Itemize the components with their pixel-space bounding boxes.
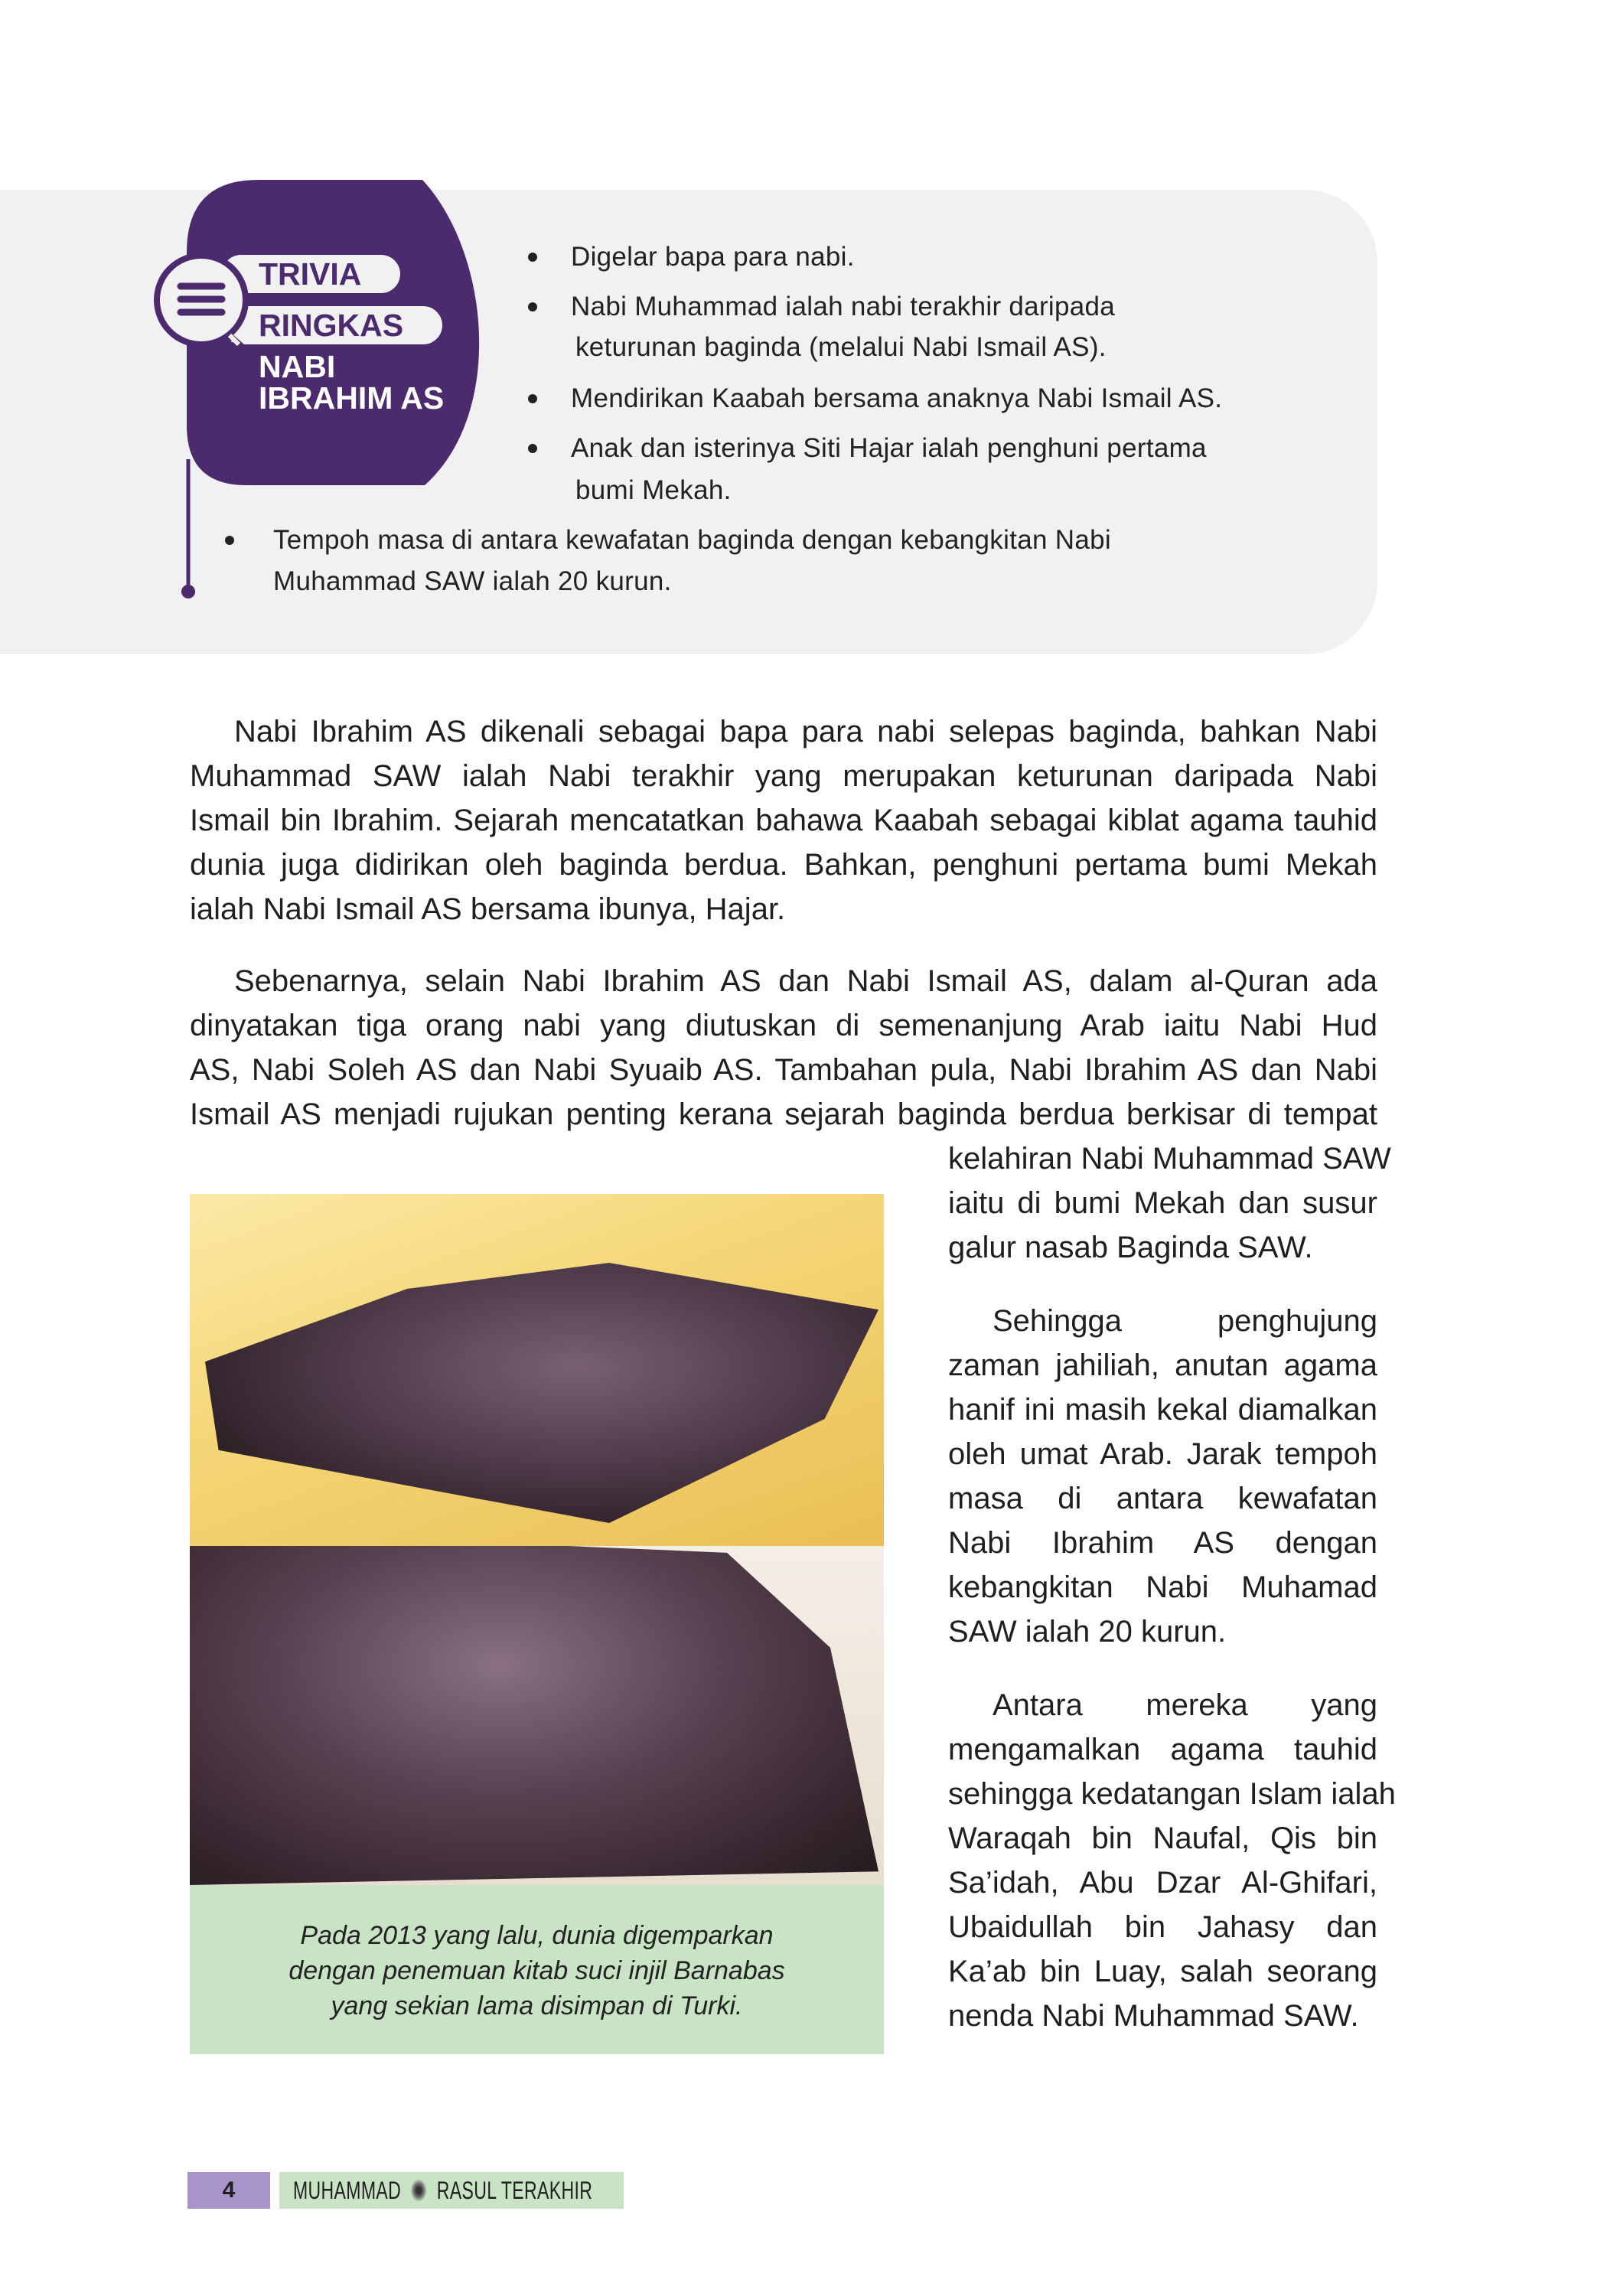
book-title-right: RASUL TERAKHIR: [436, 2177, 593, 2204]
text-line: Ubaidullah bin Jahasy dan: [948, 1910, 1377, 1944]
text-line: dinyatakan tiga orang nabi yang diutuskan di semenanjung Arab iaitu Nabi Hud: [190, 1009, 1377, 1042]
text-line: Ismail AS menjadi rujukan penting kerana sejarah baginda berdua berkisar di tempat: [190, 1097, 1377, 1131]
trivia-item-cont: bumi Mekah.: [575, 475, 732, 505]
bullet-icon: [528, 253, 537, 262]
bullet-icon: [528, 302, 537, 311]
speech-bubble-icon: [157, 256, 246, 346]
text-line: galur nasab Baginda SAW.: [948, 1231, 1313, 1264]
trivia-item: Nabi Muhammad ialah nabi terakhir daripada: [571, 292, 1116, 321]
text-line: zaman jahiliah, anutan agama: [948, 1349, 1377, 1382]
text-line: Ismail bin Ibrahim. Sejarah mencatatkan bahawa Kaabah sebagai kiblat agama tauhid: [190, 804, 1377, 837]
book-title-left: MUHAMMAD: [293, 2177, 402, 2204]
text-line: sehingga kedatangan Islam ialah: [948, 1777, 1396, 1811]
trivia-item-cont: keturunan baginda (melalui Nabi Ismail AS).: [575, 332, 1107, 362]
caption-line: yang sekian lama disimpan di Turki.: [331, 1991, 743, 2020]
bullet-icon: [528, 394, 537, 403]
text-line: kelahiran Nabi Muhammad SAW: [948, 1142, 1391, 1176]
text-line: Sa’idah, Abu Dzar Al-Ghifari,: [948, 1866, 1377, 1900]
manuscript-photo: [190, 1194, 884, 1885]
photo-caption: [190, 1885, 884, 2054]
text-line: dunia juga didirikan oleh baginda berdua. Bahkan, penghuni pertama bumi Mekah: [190, 848, 1377, 882]
text-line: mengamalkan agama tauhid: [948, 1733, 1377, 1766]
bullet-icon: [225, 536, 234, 545]
text-line: nenda Nabi Muhammad SAW.: [948, 1999, 1359, 2033]
text-line: oleh umat Arab. Jarak tempoh: [948, 1437, 1377, 1471]
caption-line: dengan penemuan kitab suci injil Barnabas: [288, 1956, 785, 1985]
trivia-item: Mendirikan Kaabah bersama anaknya Nabi Ismail AS.: [571, 383, 1223, 413]
text-line: Ka’ab bin Luay, salah seorang: [948, 1955, 1377, 1988]
page-number: 4: [187, 2172, 270, 2209]
trivia-item: Tempoh masa di antara kewafatan baginda dengan kebangkitan Nabi: [273, 525, 1111, 555]
text-line: iaitu di bumi Mekah dan susur: [948, 1186, 1377, 1220]
text-line: Antara mereka yang: [993, 1688, 1377, 1722]
text-line: Nabi Ibrahim AS dikenali sebagai bapa para nabi selepas baginda, bahkan Nabi: [234, 715, 1377, 748]
text-line: AS, Nabi Soleh AS dan Nabi Syuaib AS. Tambahan pula, Nabi Ibrahim AS dan Nabi: [190, 1053, 1377, 1087]
trivia-item-cont: Muhammad SAW ialah 20 kurun.: [273, 566, 672, 596]
text-line: hanif ini masih kekal diamalkan: [948, 1393, 1377, 1427]
trivia-item: Anak dan isterinya Siti Hajar ialah penghuni pertama: [571, 433, 1207, 463]
trivia-label: TRIVIA: [259, 256, 362, 292]
text-line: Waraqah bin Naufal, Qis bin: [948, 1821, 1377, 1855]
trivia-title-line-2: IBRAHIM AS: [259, 380, 445, 416]
text-line: Nabi Ibrahim AS dengan: [948, 1526, 1377, 1560]
timeline-dot: [181, 585, 195, 598]
text-line: ialah Nabi Ismail AS bersama ibunya, Hajar.: [190, 892, 786, 926]
text-line: masa di antara kewafatan: [948, 1482, 1377, 1515]
bullet-icon: [528, 444, 537, 453]
caption-line: Pada 2013 yang lalu, dunia digemparkan: [300, 1921, 774, 1950]
text-line: Sebenarnya, selain Nabi Ibrahim AS dan Nabi Ismail AS, dalam al-Quran ada: [234, 964, 1377, 998]
salawat-calligraphy-icon: [411, 2179, 428, 2202]
trivia-item: Digelar bapa para nabi.: [571, 242, 855, 272]
ringkas-label: RINGKAS: [259, 308, 404, 343]
text-line: Muhammad SAW ialah Nabi terakhir yang merupakan keturunan daripada Nabi: [190, 759, 1377, 793]
text-line: kebangkitan Nabi Muhamad: [948, 1570, 1377, 1604]
text-line: SAW ialah 20 kurun.: [948, 1615, 1227, 1649]
book-title: [279, 2172, 624, 2209]
text-line: Sehingga penghujung: [993, 1304, 1377, 1338]
trivia-title-line-1: NABI: [259, 349, 336, 384]
